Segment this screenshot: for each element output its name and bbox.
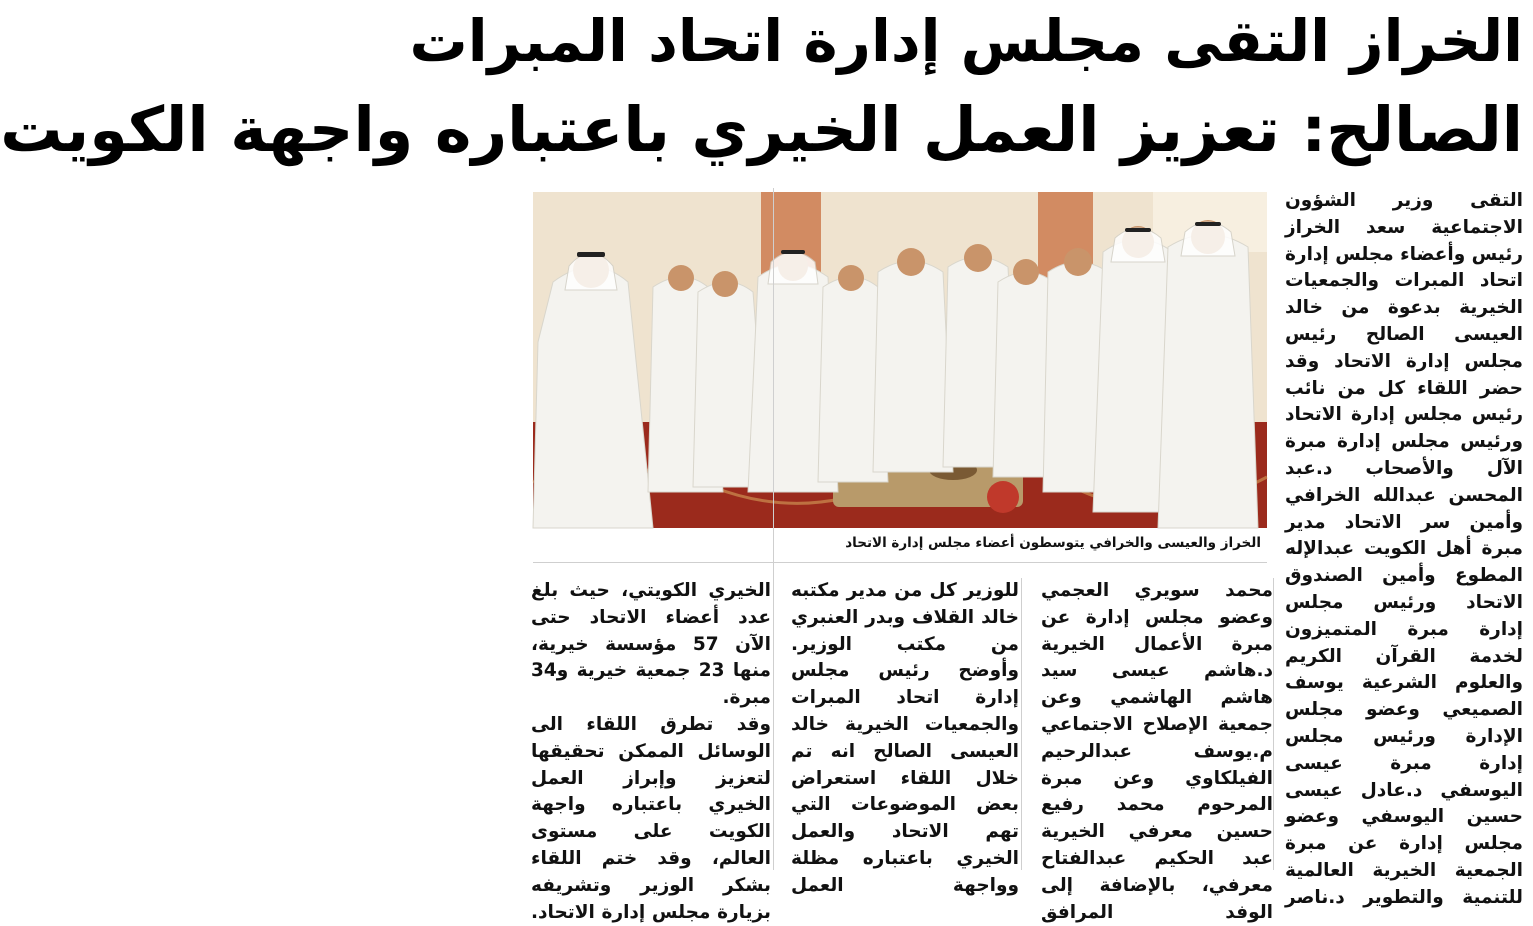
headline-line-1: الخراز التقى مجلس إدارة اتحاد المبرات [409,7,1523,75]
article-column-1 [1285,188,1523,908]
article-column-3-paragraph-2: وأوضح رئيس مجلس إدارة اتحاد المبرات والجمعيات الخيرية خالد العيسى الصالح انه تم خلال اللقاء استعراض بعض الموضوعات التي تهم الاتحاد والعمل الخيري باعتباره مظلة وواجهة العمل [791,660,1019,896]
column-divider-3 [1021,578,1022,870]
photo-caption: الخراز والعيسى والخرافي يتوسطون أعضاء مجلس إدارة الاتحاد [845,535,1261,551]
article-column-2-text: محمد سويري العجمي وعضو مجلس إدارة عن مبرة الأعمال الخيرية د.هاشم عيسى سيد هاشم الهاشمي وعن جمعية الإصلاح الاجتماعي م.يوسف عبدالرحيم الفيلكاوي وعن مبرة المرحوم محمد رفيع حسين معرفي الخيرية عبد الحكيم عبدالفتاح معرفي، بالإضافة إلى الوفد المرافق [1041,580,1273,923]
group-photo [533,192,1267,528]
group-photo-illustration [533,192,1267,528]
article-column-4 [531,578,771,923]
column-divider-1 [773,188,774,870]
article-column-3-paragraph-1: للوزير كل من مدير مكتبه خالد القلاف وبدر العنبري من مكتب الوزير. [791,580,1019,655]
headline-line-2: الصالح: تعزيز العمل الخيري باعتباره واجهة الكويت [0,93,1523,166]
article-column-4-paragraph-2: وقد تطرق اللقاء الى الوسائل الممكن تحقيقها لتعزيز وإبراز العمل الخيري باعتباره واجهة الكويت على مستوى العالم، وقد ختم اللقاء بشكر الوزير وتشريفه بزيارة مجلس إدارة الاتحاد. [531,713,771,923]
article-column-3 [791,578,1019,896]
article-column-2 [1041,578,1273,923]
caption-divider [533,562,1267,563]
column-divider-2 [1273,578,1274,870]
article-column-1-text: التقى وزير الشؤون الاجتماعية سعد الخراز رئيس وأعضاء مجلس إدارة اتحاد المبرات والجمعيات الخيرية بدعوة من خالد العيسى الصالح رئيس مجلس إدارة الاتحاد وقد حضر اللقاء كل من نائب رئيس مجلس إدارة الاتحاد ورئيس مجلس إدارة مبرة الآل والأصحاب د.عبد المحسن عبدالله الخرافي وأمين سر الاتحاد مدير مبرة أهل الكويت عبدالإله المطوع وأمين الصندوق الاتحاد ورئيس مجلس إدارة مبرة المتميزون لخدمة القرآن الكريم والعلوم الشرعية يوسف الصميعي وعضو مجلس الإدارة ورئيس مجلس إدارة مبرة عيسى اليوسفي د.عادل عيسى حسين اليوسفي وعضو مجلس إدارة عن مبرة الجمعية الخيرية العالمية للتنمية والتطوير د.ناصر [1285,190,1523,908]
article-column-4-paragraph-1: الخيري الكويتي، حيث بلغ عدد أعضاء الاتحاد حتى الآن 57 مؤسسة خيرية، منها 23 جمعية خيرية و34 مبرة. [531,580,771,709]
